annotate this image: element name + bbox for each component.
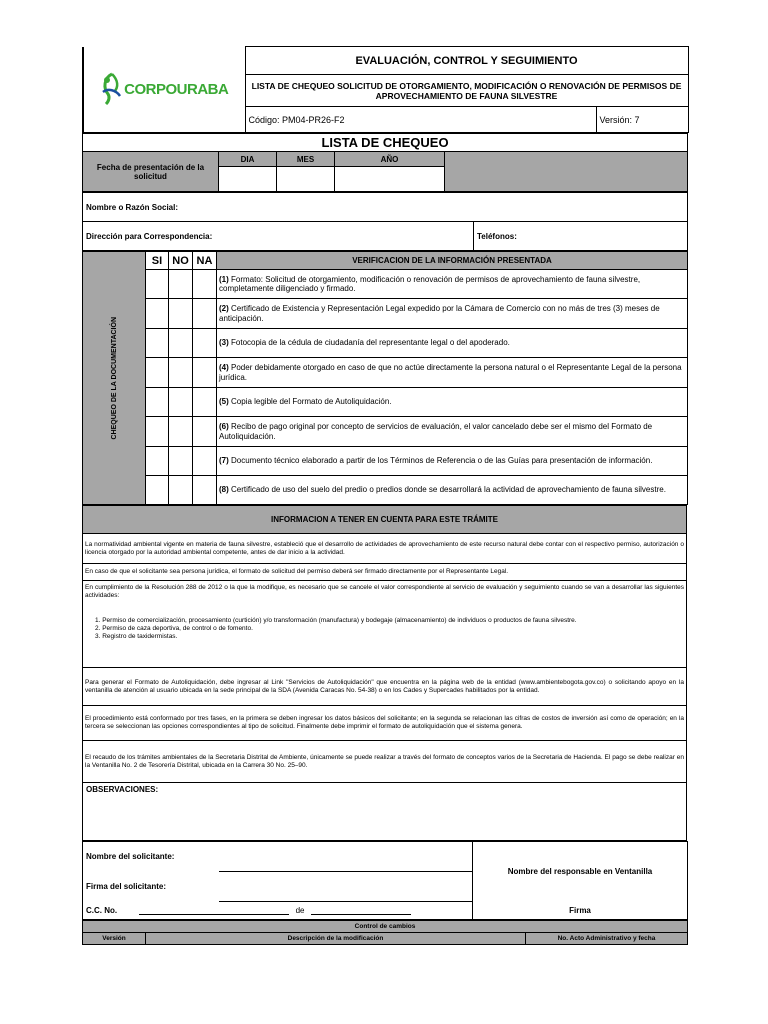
- applicant-name-label: Nombre del solicitante:: [83, 842, 219, 872]
- checklist-row: [83, 447, 688, 476]
- check-si[interactable]: [146, 329, 169, 358]
- checklist-row: [83, 417, 688, 447]
- check-na[interactable]: [193, 417, 217, 447]
- name-field[interactable]: Nombre o Razón Social:: [83, 193, 688, 222]
- checklist-row: [83, 270, 688, 299]
- checklist-row: [83, 476, 688, 505]
- verification-heading: VERIFICACION DE LA INFORMACIÓN PRESENTADA: [217, 252, 688, 270]
- day-header: DIA: [219, 152, 277, 167]
- date-filler: [445, 152, 688, 192]
- checklist-item: (5) Copia legible del Formato de Autoliquidación.: [217, 388, 688, 417]
- date-label: Fecha de presentación de la solicitud: [83, 152, 219, 192]
- logo-icon: [100, 72, 124, 106]
- col-no: NO: [169, 252, 193, 270]
- check-si[interactable]: [146, 417, 169, 447]
- list-item: 1. Permiso de comercialización, procesamiento (curtición) y/o transformación (manufactura) y bodegaje (almacenamiento) de individuos o productos de fauna silvestre.: [95, 617, 577, 624]
- info-heading: INFORMACION A TENER EN CUENTA PARA ESTE TRÁMITE: [83, 506, 687, 534]
- check-na[interactable]: [193, 388, 217, 417]
- doc-version: Versión: 7: [596, 107, 688, 133]
- date-table: [82, 133, 688, 192]
- info-paragraph: El procedimiento está conformado por tres fases, en la primera se deben ingresar los datos básicos del solicitante; en la segunda se relacionan las cifras de costos de inversión así como de operación; en la tercera se seleccionan las opciones correspondientes al tipo de solicitud. Finalmente debe imprimir el formato de autoliquidación que el sistema genera.: [83, 706, 687, 741]
- col-na: NA: [193, 252, 217, 270]
- check-no[interactable]: [169, 388, 193, 417]
- cc-city-field[interactable]: [311, 906, 411, 915]
- contact-table: [82, 192, 688, 251]
- applicant-name-field[interactable]: [219, 842, 473, 872]
- activities-list: [85, 617, 684, 641]
- check-na[interactable]: [193, 299, 217, 329]
- check-no[interactable]: [169, 447, 193, 476]
- checklist-side-label: CHEQUEO DE LA DOCUMENTACIÓN: [110, 316, 118, 440]
- check-si[interactable]: [146, 299, 169, 329]
- doc-code: Código: PM04-PR26-F2: [245, 107, 596, 133]
- check-no[interactable]: [169, 270, 193, 299]
- check-si[interactable]: [146, 447, 169, 476]
- check-no[interactable]: [169, 329, 193, 358]
- check-si[interactable]: [146, 476, 169, 505]
- check-no[interactable]: [169, 299, 193, 329]
- info-paragraph: En cumplimiento de la Resolución 288 de 2012 o la que la modifique, es necesario que se cancele el valor correspondiente al servicio de evaluación y seguimiento cuando se van a desarrollar las siguientes actividades:: [85, 584, 684, 599]
- list-title: LISTA DE CHEQUEO: [83, 134, 688, 152]
- cc-label: C.C. No.: [86, 906, 118, 915]
- check-na[interactable]: [193, 476, 217, 505]
- signature-label: Firma: [473, 902, 688, 920]
- corpouraba-logo: [87, 72, 242, 106]
- check-na[interactable]: [193, 329, 217, 358]
- applicant-signature-field[interactable]: [219, 872, 473, 902]
- col-description: Descripción de la modificación: [146, 933, 526, 945]
- col-act: No. Acto Administrativo y fecha: [526, 933, 688, 945]
- checklist-item: (6) Recibo de pago original por concepto de servicios de evaluación, el valor cancelado debe ser el mismo del Formato de Autoliquidación.: [217, 417, 688, 447]
- year-header: AÑO: [335, 152, 445, 167]
- checklist-item: (3) Fotocopia de la cédula de ciudadanía del representante legal o del apoderado.: [217, 329, 688, 358]
- check-na[interactable]: [193, 447, 217, 476]
- check-si[interactable]: [146, 388, 169, 417]
- info-paragraph: Para generar el Formato de Autoliquidación, debe ingresar al Link "Servicios de Autoliquidación" que encuentra en la página web de la entidad (www.ambientebogota.gov.co) o solicitando apoyo en la ventanilla de atención al usuario ubicada en la sede principal de la SDA (Avenida Caracas No. 54-38) o en los Cades y Supercades habilitados por la entidad.: [83, 668, 687, 706]
- check-no[interactable]: [169, 417, 193, 447]
- checklist-row: [83, 358, 688, 388]
- info-paragraph: El recaudo de los trámites ambientales de la Secretaria Distrital de Ambiente, únicamente se puede realizar a través del formato de conceptos varios de la Secretaria de Hacienda. El pago se debe realizar en la Ventanilla No. 2 de Tesorería Distrital, ubicada en la Carrera 30 No. 25–90.: [83, 741, 687, 783]
- check-si[interactable]: [146, 270, 169, 299]
- phones-field[interactable]: Teléfonos:: [474, 222, 688, 251]
- check-na[interactable]: [193, 270, 217, 299]
- check-no[interactable]: [169, 358, 193, 388]
- list-item: 2. Permiso de caza deportiva, de control o de fomento.: [95, 625, 253, 632]
- checklist-item: (4) Poder debidamente otorgado en caso de que no actúe directamente la persona natural o el Representante Legal de la persona jurídica.: [217, 358, 688, 388]
- form-sheet: [82, 46, 687, 945]
- info-paragraph: En caso de que el solicitante sea persona jurídica, el formato de solicitud del permiso deberá ser firmado directamente por el Representante Legal.: [83, 564, 687, 581]
- year-field[interactable]: [335, 167, 445, 192]
- info-table: [82, 505, 687, 841]
- cc-number-field[interactable]: [139, 906, 289, 915]
- logo-cell: [83, 47, 245, 133]
- change-control-heading: Control de cambios: [83, 921, 688, 933]
- checklist-item: (8) Certificado de uso del suelo del predio o predios donde se desarrollará la actividad de aprovechamiento de fauna silvestre.: [217, 476, 688, 505]
- day-field[interactable]: [219, 167, 277, 192]
- applicant-signature-label: Firma del solicitante:: [83, 872, 219, 902]
- col-si: SI: [146, 252, 169, 270]
- doc-subtitle: LISTA DE CHEQUEO SOLICITUD DE OTORGAMIENTO, MODIFICACIÓN O RENOVACIÓN DE PERMISOS DE APROVECHAMIENTO DE FAUNA SILVESTRE: [245, 75, 688, 107]
- col-version: Versión: [83, 933, 146, 945]
- check-na[interactable]: [193, 358, 217, 388]
- info-paragraph: La normatividad ambiental vigente en materia de fauna silvestre, estableció que el desarrollo de actividades de aprovechamiento de este recurso natural debe contar con el respectivo permiso, autorización o licencia otorgado por la autoridad ambiental competente, antes de dar inicio a la actividad.: [83, 534, 687, 564]
- checklist-table: [82, 251, 688, 505]
- cc-row: [83, 902, 473, 920]
- checklist-item: (2) Certificado de Existencia y Representación Legal expedido por la Cámara de Comercio con no más de tres (3) meses de anticipación.: [217, 299, 688, 329]
- signature-table: [82, 841, 688, 920]
- checklist-item: (1) Formato: Solicitud de otorgamiento, modificación o renovación de permisos de aprovechamiento de fauna silvestre, completamente diligenciado y firmado.: [217, 270, 688, 299]
- check-no[interactable]: [169, 476, 193, 505]
- month-header: MES: [277, 152, 335, 167]
- header-table: [82, 46, 689, 133]
- checklist-row: [83, 388, 688, 417]
- month-field[interactable]: [277, 167, 335, 192]
- checklist-row: [83, 299, 688, 329]
- doc-title: EVALUACIÓN, CONTROL Y SEGUIMIENTO: [245, 47, 688, 75]
- address-field[interactable]: Dirección para Correspondencia:: [83, 222, 474, 251]
- check-si[interactable]: [146, 358, 169, 388]
- observations-field[interactable]: OBSERVACIONES:: [83, 783, 687, 841]
- de-label: de: [295, 906, 305, 915]
- checklist-row: [83, 329, 688, 358]
- brand-name: CORPOURABA: [124, 80, 229, 98]
- checklist-side-label-cell: [83, 252, 146, 505]
- change-control-table: [82, 920, 688, 945]
- info-paragraph-list: [83, 581, 687, 668]
- responsible-label: Nombre del responsable en Ventanilla: [473, 842, 688, 902]
- checklist-item: (7) Documento técnico elaborado a partir de los Términos de Referencia o de las Guías para presentación de información.: [217, 447, 688, 476]
- list-item: 3. Registro de taxidermistas.: [95, 633, 178, 640]
